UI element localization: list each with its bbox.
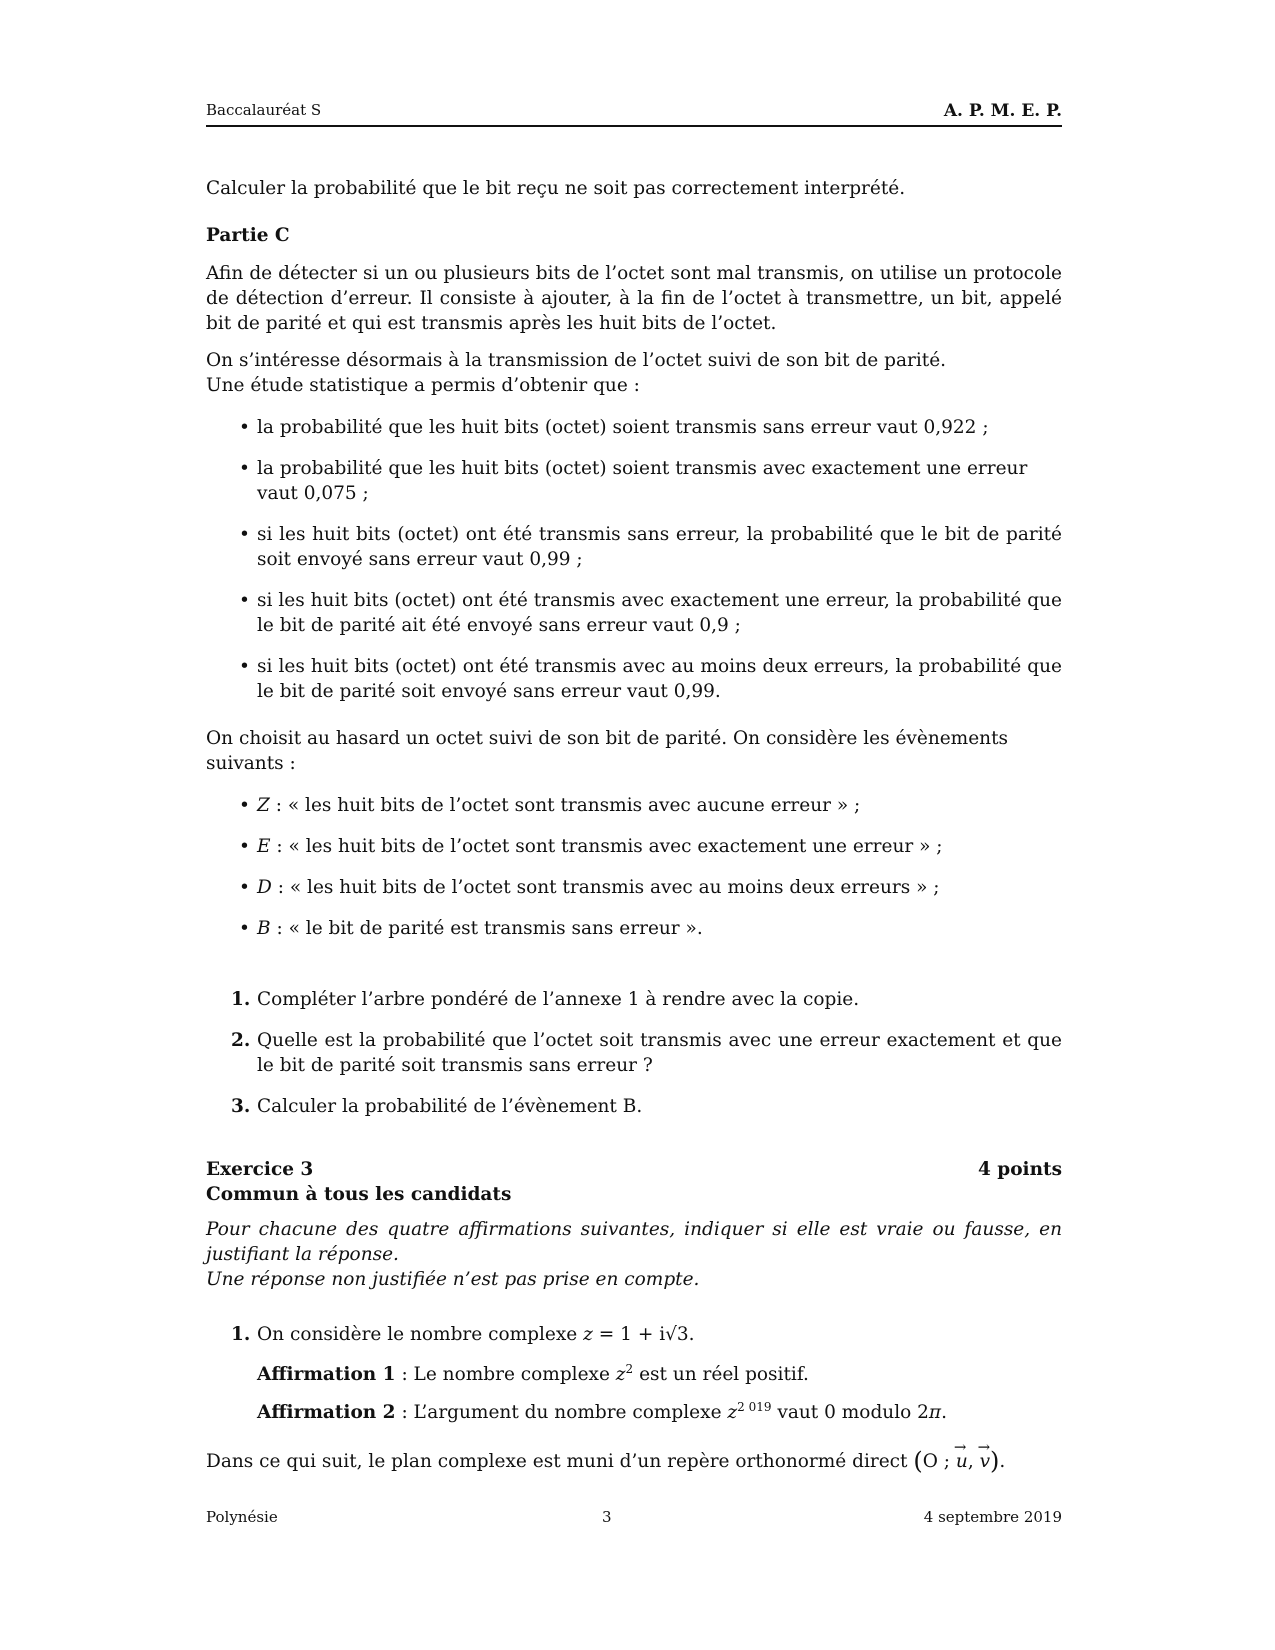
list-item xyxy=(239,793,1062,818)
repere-origin: O ; xyxy=(922,1451,951,1473)
partie-c-para1: Afin de détecter si un ou plusieurs bits de l’octet sont mal transmis, on utilise un protocole de détection d’erreur. Il consiste à ajouter, à la fin de l’octet à transmettre, un bit, appelé bit de parité et qui est transmis après les huit bits de l’octet. xyxy=(206,263,1062,334)
header-left: Baccalauréat S xyxy=(206,101,322,119)
paren-close: ) xyxy=(990,1447,1000,1476)
list-item: • si les huit bits (octet) ont été transmis avec au moins deux erreurs, la probabilité que le bit de parité soit envoyé sans erreur vaut 0,99. xyxy=(239,654,1062,704)
formula-exponent: 2 019 xyxy=(737,1400,772,1415)
question-number: 1. xyxy=(231,989,251,1010)
event-text: : « les huit bits de l’octet sont transmis avec au moins deux erreurs » ; xyxy=(271,877,940,898)
affirmation-1 xyxy=(257,1357,1062,1387)
event-text: : « les huit bits de l’octet sont transmis avec exactement une erreur » ; xyxy=(270,836,943,857)
question-item xyxy=(231,987,1062,1012)
affirmation-label: Affirmation 1 xyxy=(257,1364,396,1386)
exercise3-instructions-2: Une réponse non justifiée n’est pas prise en compte. xyxy=(206,1269,700,1290)
question-number: 2. xyxy=(231,1030,251,1051)
list-item: • si les huit bits (octet) ont été transmis sans erreur, la probabilité que le bit de parité soit envoyé sans erreur vaut 0,99 ; xyxy=(239,522,1062,572)
plane-text: Dans ce qui suit, le plan complexe est muni d’un repère orthonormé direct xyxy=(206,1451,908,1473)
list-item xyxy=(239,875,1062,900)
event-text: : « les huit bits de l’octet sont transmis avec aucune erreur » ; xyxy=(269,795,861,816)
events-intro: On choisit au hasard un octet suivi de son bit de parité. On considère les évènements suivants : xyxy=(206,728,1009,774)
intro-line: Calculer la probabilité que le bit reçu ne soit pas correctement interprété. xyxy=(206,178,906,199)
question-text: Compléter l’arbre pondéré de l’annexe 1 à rendre avec la copie. xyxy=(257,989,860,1010)
header-right: A. P. M. E. P. xyxy=(943,101,1062,121)
formula-variable: z xyxy=(615,1364,626,1386)
exercise3-title: Exercice 3 xyxy=(206,1159,314,1180)
vector-v: → v xyxy=(980,1447,990,1474)
footer-left: Polynésie xyxy=(206,1508,278,1526)
partie-c-para2-line1: On s’intéresse désormais à la transmission de l’octet suivi de son bit de parité. xyxy=(206,350,947,371)
exercise3-points: 4 points xyxy=(977,1159,1062,1180)
question-text: On considère le nombre complexe xyxy=(257,1324,578,1345)
event-text: : « le bit de parité est transmis sans erreur ». xyxy=(270,918,703,939)
event-var: Z xyxy=(257,795,270,816)
formula-variable: z xyxy=(583,1324,593,1345)
list-item xyxy=(239,834,1062,859)
question-item xyxy=(231,1322,1062,1347)
event-var: B xyxy=(257,918,271,939)
formula-value: = 1 + i√3. xyxy=(598,1324,695,1345)
affirmation-label: Affirmation 2 xyxy=(257,1402,396,1424)
affirmation-text: est un réel positif. xyxy=(633,1364,809,1386)
list-item: • la probabilité que les huit bits (octet) soient transmis sans erreur vaut 0,922 ; xyxy=(239,415,1062,440)
partie-c-para2-line2: Une étude statistique a permis d’obtenir que : xyxy=(206,375,640,396)
formula-variable: z xyxy=(727,1402,738,1424)
paren-open: ( xyxy=(913,1447,923,1476)
exercise3-subtitle: Commun à tous les candidats xyxy=(206,1184,512,1205)
footer-right: 4 septembre 2019 xyxy=(923,1508,1062,1526)
exercise3-questions xyxy=(206,1322,1062,1347)
list-item xyxy=(239,916,1062,941)
affirmation-2 xyxy=(257,1395,1062,1425)
page-header xyxy=(206,101,1062,127)
affirmation-text: : L’argument du nombre complexe xyxy=(395,1402,728,1424)
list-item: • la probabilité que les huit bits (octet) soient transmis avec exactement une erreur vaut 0,075 ; xyxy=(239,456,1062,506)
question-number: 3. xyxy=(231,1096,251,1117)
question-number: 1. xyxy=(231,1324,251,1345)
page xyxy=(206,0,1062,1650)
plane-statement: Dans ce qui suit, le plan complexe est muni d’un repère orthonormé direct (O ; → u, → v). xyxy=(206,1447,1062,1474)
question-text: Calculer la probabilité de l’évènement B. xyxy=(257,1096,643,1117)
pi-symbol: π xyxy=(928,1402,942,1424)
exercise3-instructions: Pour chacune des quatre affirmations suivantes, indiquer si elle est vraie ou fausse, en justifiant la réponse. xyxy=(206,1219,1062,1265)
affirmation-text: : Le nombre complexe xyxy=(395,1364,616,1386)
formula-exponent: 2 xyxy=(625,1362,634,1376)
event-var: D xyxy=(257,877,272,898)
affirmations xyxy=(206,1357,1062,1425)
question-text: Quelle est la probabilité que l’octet soit transmis avec une erreur exactement et que le bit de parité soit transmis sans erreur ? xyxy=(257,1030,1062,1076)
affirmation-text: vaut 0 modulo 2 xyxy=(771,1402,929,1424)
event-var: E xyxy=(257,836,271,857)
list-item: • si les huit bits (octet) ont été transmis avec exactement une erreur, la probabilité que le bit de parité ait été envoyé sans erreur vaut 0,9 ; xyxy=(239,588,1062,638)
document-body xyxy=(206,176,1062,1474)
questions-list xyxy=(206,987,1062,1119)
exercise3-heading xyxy=(206,1157,1062,1182)
question-item xyxy=(231,1094,1062,1119)
affirmation-end: . xyxy=(941,1402,947,1424)
events-list xyxy=(206,793,1062,941)
statistics-list xyxy=(206,415,1062,704)
question-item xyxy=(231,1028,1062,1078)
vector-u: → u xyxy=(956,1447,968,1474)
page-number: 3 xyxy=(602,1508,612,1526)
partie-c-title: Partie C xyxy=(206,225,290,246)
